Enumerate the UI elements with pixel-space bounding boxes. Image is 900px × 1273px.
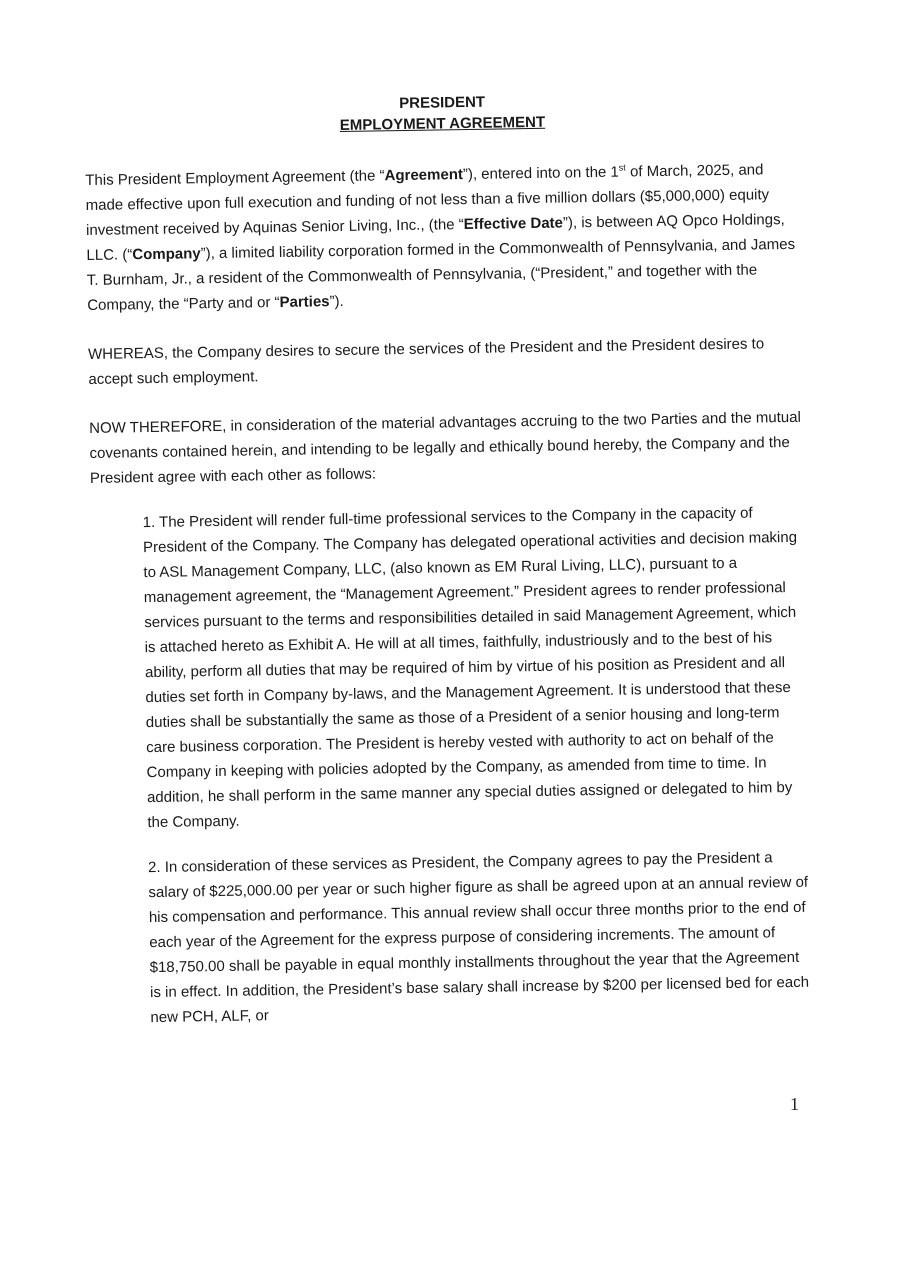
term-parties: Parties xyxy=(279,293,330,311)
intro-text-6: ”). xyxy=(329,292,344,311)
ordinal-suffix: st xyxy=(618,162,626,173)
page-number: 1 xyxy=(790,1094,799,1114)
document-title: PRESIDENT xyxy=(399,93,486,113)
intro-text-1: This President Employment Agreement (the “ xyxy=(85,167,385,189)
intro-text-4: ”), is between AQ Opco Holdings, LLC. (“ xyxy=(86,211,785,264)
term-company: Company xyxy=(132,245,201,264)
document-body xyxy=(84,87,815,1031)
now-therefore-paragraph: NOW THEREFORE, in consideration of the material advantages accruing to the two Parties and the mutual covenants contained herein, and intending to be legally and ethically bound hereby, the Company and the President agree with each other as follows: xyxy=(89,408,801,487)
clause-2: 2. In consideration of these services as President, the Company agrees to pay the President a salary of $225,000.00 per year or such higher figure as shall be agreed upon at an annual review of his compensation and performance. This annual review shall occur three months prior to the end of each year of the Agreement for the express purpose of considering increments. The amount of $18,750.00 shall be payable in equal monthly installments throughout the year that the Agreement is in effect. In addition, the President’s base salary shall increase by $200 per licensed bed for each new PCH, ALF, or xyxy=(147,849,810,1027)
intro-text-3: of March, 2025, and made effective upon full execution and funding of not less than a five million dollars ($5,000,000) equity investment received by Aquinas Senior Living, Inc., (the “ xyxy=(85,161,770,239)
intro-paragraph xyxy=(85,157,803,318)
whereas-paragraph: WHEREAS, the Company desires to secure the services of the President and the President desires to accept such employment. xyxy=(87,335,765,388)
document-subtitle: EMPLOYMENT AGREEMENT xyxy=(339,113,546,134)
intro-text-2: ”), entered into on the 1 xyxy=(462,163,619,184)
term-effective-date: Effective Date xyxy=(463,214,564,234)
intro-text-5: ”), a limited liability corporation formed in the Commonwealth of Pennsylvania, and James T. Burnham, Jr., a resident of the Commonwealth of Pennsylvania, (“President,” and together with the Company, the “Party and or “ xyxy=(86,235,796,314)
term-agreement: Agreement xyxy=(384,166,464,185)
clause-1: 1. The President will render full-time professional services to the Company in the capacity of President of the Company. The Company has delegated operational activities and decision making to ASL Management Company, LLC, (also known as EM Rural Living, LLC), pursuant to a management agreement, the “Management Agreement.” President agrees to render professional services pursuant to the terms and responsibilities detailed in said Management Agreement, which is attached hereto as Exhibit A. He will at all times, faithfully, industriously and to the best of his ability, perform all duties that may be required of him by virtue of his position as President and all duties set forth in Company by-laws, and the Management Agreement. It is understood that these duties shall be substantially the same as those of a President of a senior housing and long-term care business corporation. The President is hereby vested with authority to act on behalf of the Company in keeping with policies adopted by the Company, as amended from time to time. In addition, he shall perform in the same manner any special duties assigned or delegated to him by the Company. xyxy=(142,504,798,832)
